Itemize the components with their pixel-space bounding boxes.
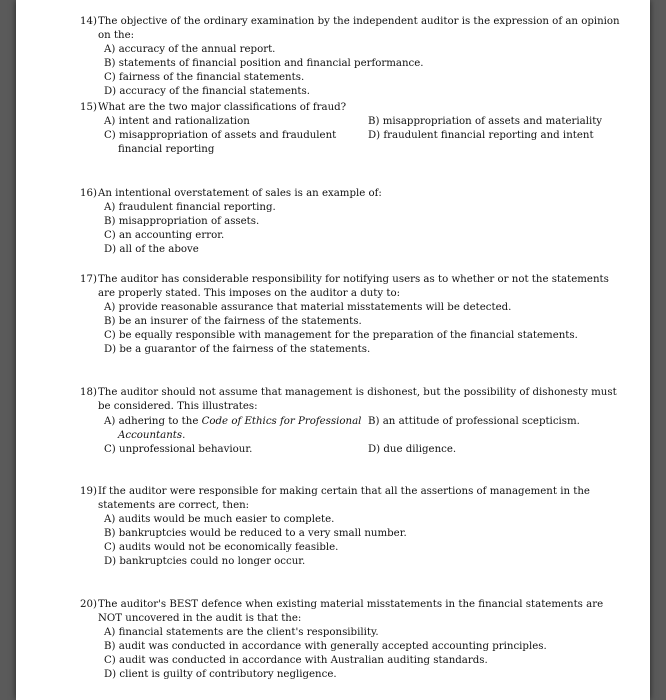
question-stem: The objective of the ordinary examination by the independent auditor is the expression of an opinion on the:	[98, 16, 620, 41]
question-stem: An intentional overstatement of sales is an example of:	[98, 188, 382, 199]
option-c: C) misappropriation of assets and fraudulent	[104, 130, 337, 141]
option-d: D) bankruptcies could no longer occur.	[104, 556, 306, 567]
option-a: A) intent and rationalization	[104, 116, 250, 127]
option-c: C) unprofessional behaviour.	[104, 444, 253, 455]
option-d: D) due diligence.	[368, 444, 457, 455]
option-b: B) audit was conducted in accordance with generally accepted accounting principles.	[104, 641, 547, 652]
question-20	[80, 598, 620, 682]
option-a: A) fraudulent financial reporting.	[104, 202, 276, 213]
question-16	[80, 187, 620, 257]
option-b: B) be an insurer of the fairness of the statements.	[104, 316, 362, 327]
option-a: A) provide reasonable assurance that material misstatements will be detected.	[104, 302, 512, 313]
option-c: C) audits would not be economically feasible.	[104, 542, 339, 553]
question-stem: The auditor has considerable responsibility for notifying users as to whether or not the statements are properly stated. This imposes on the auditor a duty to:	[98, 274, 609, 299]
question-number: 16)	[80, 188, 97, 199]
option-b: B) misappropriation of assets.	[104, 216, 260, 227]
question-19	[80, 485, 620, 569]
option-a: A) financial statements are the client's responsibility.	[104, 627, 379, 638]
question-stem: The auditor's BEST defence when existing material misstatements in the financial statements are NOT uncovered in the audit is that the:	[98, 599, 604, 624]
option-b: B) misappropriation of assets and materiality	[368, 116, 603, 127]
option-d: D) fraudulent financial reporting and intent	[368, 130, 594, 141]
question-stem: What are the two major classifications of fraud?	[98, 102, 347, 113]
question-17	[80, 273, 620, 357]
option-c: C) audit was conducted in accordance with Australian auditing standards.	[104, 655, 488, 666]
option-d: D) client is guilty of contributory negligence.	[104, 669, 337, 680]
option-d: D) all of the above	[104, 244, 199, 255]
question-number: 15)	[80, 102, 97, 113]
option-b: B) statements of financial position and financial performance.	[104, 58, 424, 69]
option-c-continued: financial reporting	[118, 144, 215, 155]
option-a: A) adhering to the	[104, 416, 199, 427]
question-number: 20)	[80, 599, 97, 610]
question-14	[80, 15, 620, 99]
option-a: A) accuracy of the annual report.	[104, 44, 276, 55]
question-number: 19)	[80, 486, 97, 497]
option-b: B) an attitude of professional scepticism.	[368, 416, 580, 427]
option-c: C) be equally responsible with management for the preparation of the financial statements.	[104, 330, 578, 341]
option-c: C) fairness of the financial statements.	[104, 72, 305, 83]
option-a: A) audits would be much easier to complete.	[104, 514, 335, 525]
question-number: 17)	[80, 274, 97, 285]
option-d: D) be a guarantor of the fairness of the statements.	[104, 344, 371, 355]
question-number: 18)	[80, 387, 97, 398]
question-number: 14)	[80, 16, 97, 27]
question-18	[80, 386, 620, 457]
question-stem: If the auditor were responsible for making certain that all the assertions of management in the statements are correct, then:	[98, 486, 590, 511]
option-b: B) bankruptcies would be reduced to a very small number.	[104, 528, 407, 539]
code-of-ethics-title: Code of Ethics for Professional	[201, 416, 362, 427]
option-a-continued: Accountants.	[118, 430, 186, 441]
option-c: C) an accounting error.	[104, 230, 225, 241]
question-15	[80, 101, 620, 157]
question-stem: The auditor should not assume that management is dishonest, but the possibility of dishonesty must be considered. This illustrates:	[98, 387, 617, 412]
option-d: D) accuracy of the financial statements.	[104, 86, 310, 97]
document-page	[16, 0, 650, 700]
